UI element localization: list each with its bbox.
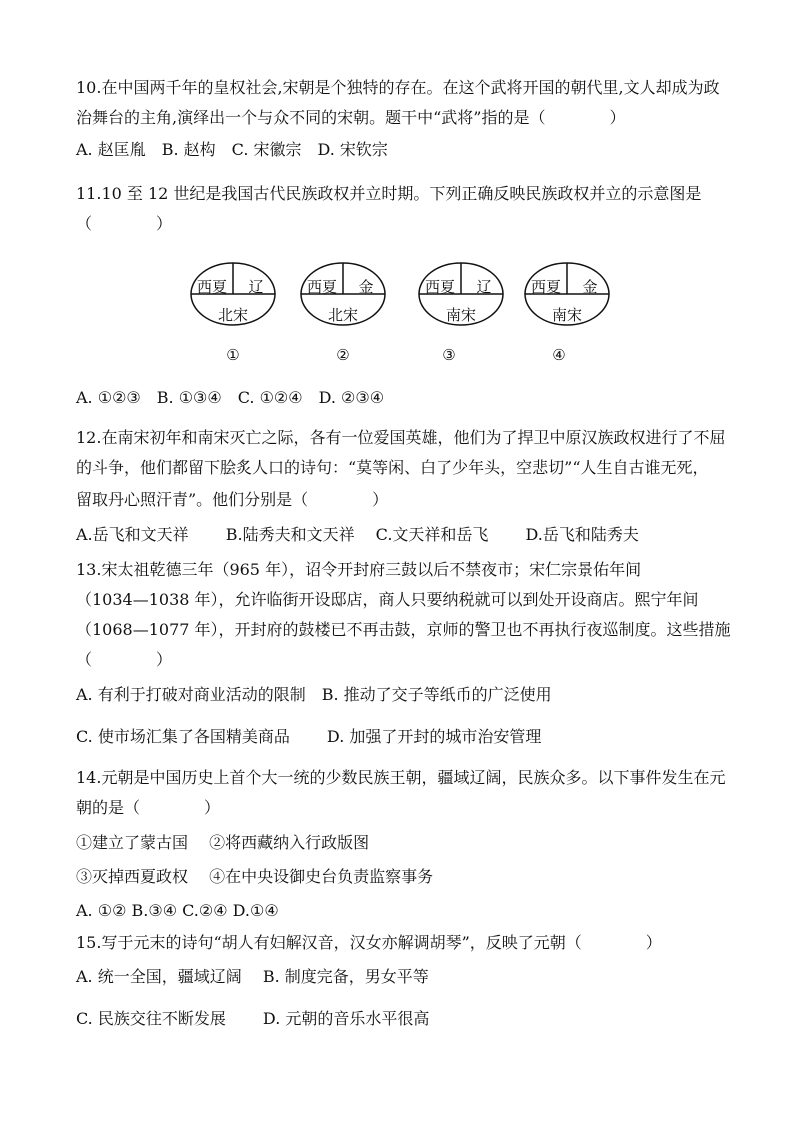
- diagram-4-left: 西夏: [530, 278, 561, 296]
- diagram-2-right: 金: [358, 278, 374, 296]
- q10-options: A. 赵匡胤 B. 赵构 C. 宋徽宗 D. 宋钦宗: [76, 140, 388, 159]
- q14-items-12: ①建立了蒙古国 ②将西藏纳入行政版图: [76, 833, 370, 852]
- q13-stem-line3: （1068—1077 年），开封府的鼓楼已不再击鼓，京师的警卫也不再执行夜巡制度。这些措施: [76, 620, 731, 639]
- q12-stem-line3: 留取丹心照汗青”。他们分别是（ ）: [76, 490, 389, 509]
- q11-stem-line1: 11.10 至 12 世纪是我国古代民族政权并立时期。下列正确反映民族政权并立的示意图是: [76, 184, 702, 203]
- q15-options-ab: A. 统一全国，疆域辽阔 B. 制度完备，男女平等: [76, 967, 429, 986]
- q12-stem-line2: 的斗争，他们都留下脍炙人口的诗句：“莫等闲、白了少年头，空悲切”“人生自古谁无死，: [76, 458, 709, 477]
- diagram-4-number: ④: [552, 346, 566, 364]
- q15-stem: 15.写于元末的诗句“胡人有妇解汉音，汉女亦解调胡琴”，反映了元朝（ ）: [76, 933, 662, 952]
- q14-stem-line1: 14.元朝是中国历史上首个大一统的少数民族王朝，疆域辽阔，民族众多。以下事件发生在元: [76, 768, 726, 787]
- diagram-3-right: 辽: [476, 278, 492, 296]
- q13-stem-line2: （1034—1038 年），允许临街开设邸店，商人只要纳税就可以到处开设商店。熙宁年间: [76, 590, 699, 609]
- diagram-2-number: ②: [336, 346, 350, 364]
- q10-stem-line1: 10.在中国两千年的皇权社会,宋朝是个独特的存在。在这个武将开国的朝代里,文人却成为政: [76, 78, 720, 97]
- diagram-1-right: 辽: [248, 278, 264, 296]
- diagram-1-bottom: 北宋: [217, 306, 248, 324]
- diagram-2-left: 西夏: [306, 278, 337, 296]
- diagram-1-number: ①: [226, 346, 240, 364]
- q13-stem-line4: （ ）: [76, 650, 173, 669]
- q14-options: A. ①② B.③④ C.②④ D.①④: [76, 901, 279, 920]
- diagram-1-left: 西夏: [196, 278, 227, 296]
- diagram-2-bottom: 北宋: [327, 306, 358, 324]
- q13-options-cd: C. 使市场汇集了各国精美商品 D. 加强了开封的城市治安管理: [76, 727, 542, 746]
- q14-stem-line2: 朝的是（ ）: [76, 798, 221, 817]
- q10-stem-line2: 治舞台的主角,演绎出一个与众不同的宋朝。题干中“武将”指的是（ ）: [76, 108, 626, 127]
- diagram-3-left: 西夏: [424, 278, 455, 296]
- q11-stem-line2: （ ）: [76, 214, 173, 233]
- q13-options-ab: A. 有利于打破对商业活动的限制 B. 推动了交子等纸币的广泛使用: [76, 685, 552, 704]
- q12-stem-line1: 12.在南宋初年和南宋灭亡之际，各有一位爱国英雄，他们为了捍卫中原汉族政权进行了不屈: [76, 428, 726, 447]
- q11-options: A. ①②③ B. ①③④ C. ①②④ D. ②③④: [76, 388, 385, 407]
- q12-options: A.岳飞和文天祥 B.陆秀夫和文天祥 C.文天祥和岳飞 D.岳飞和陆秀夫: [76, 525, 639, 544]
- q14-items-34: ③灭掉西夏政权 ④在中央设御史台负责监察事务: [76, 867, 434, 886]
- diagram-4-right: 金: [582, 278, 598, 296]
- q15-options-cd: C. 民族交往不断发展 D. 元朝的音乐水平很高: [76, 1009, 430, 1028]
- q13-stem-line1: 13.宋太祖乾德三年（965 年），诏令开封府三鼓以后不禁夜市；宋仁宗景佑年间: [76, 560, 642, 579]
- diagram-3-bottom: 南宋: [445, 306, 476, 324]
- diagram-3-number: ③: [442, 346, 456, 364]
- diagram-4-bottom: 南宋: [551, 306, 582, 324]
